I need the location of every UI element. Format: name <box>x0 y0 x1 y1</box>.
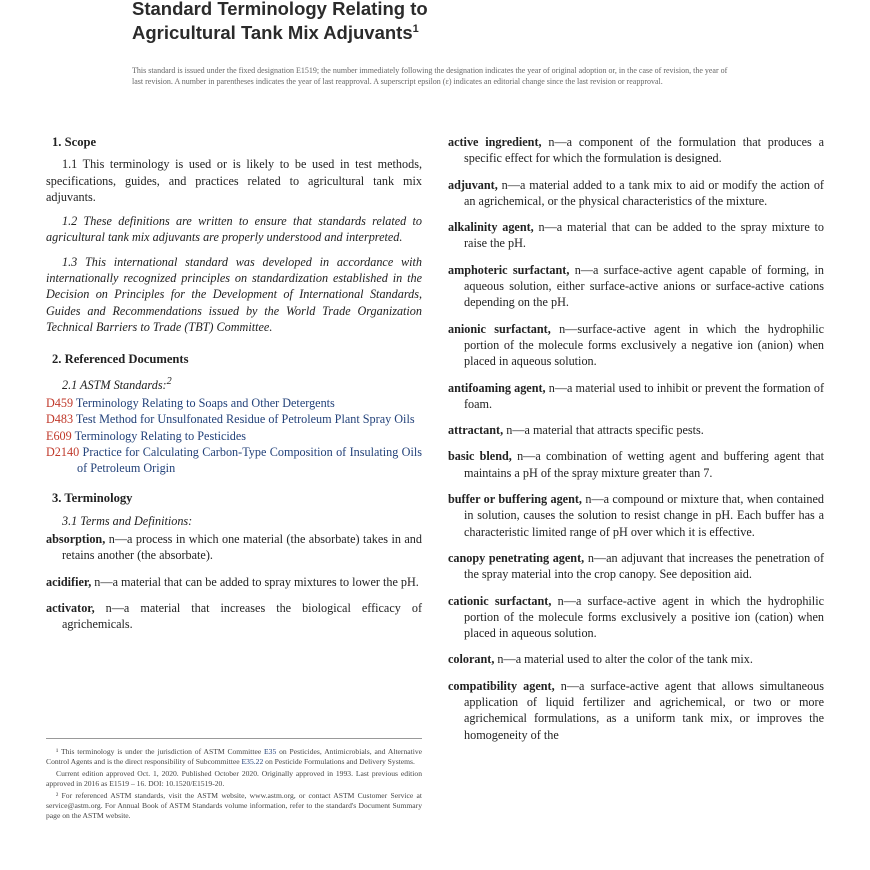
terminology-heading: 3. Terminology <box>52 491 133 506</box>
term-name: buffer or buffering agent, <box>448 492 582 507</box>
terms-definitions-intro: 3.1 Terms and Definitions: <box>62 513 193 528</box>
term-entry <box>46 600 422 633</box>
term-entry <box>448 651 824 667</box>
term-name: anionic surfactant, <box>448 321 551 336</box>
reference-title-link[interactable]: Test Method for Unsulfonated Residue of Petroleum Plant Spray Oils <box>75 412 415 427</box>
term-name: colorant, <box>448 652 495 667</box>
astm-standards-intro-text: 2.1 ASTM Standards: <box>62 377 167 392</box>
term-name: basic blend, <box>448 449 512 464</box>
title-line-1: Standard Terminology Relating to <box>132 0 428 19</box>
term-entry <box>448 550 824 583</box>
term-definition: n—a component of the formulation that produces a specific effect for which the formulation is designed. <box>464 135 825 166</box>
term-definition: n—a process in which one material (the absorbate) takes in and retains another (the absorbate). <box>62 532 422 563</box>
term-entry <box>448 321 824 370</box>
scope-paragraph-1: 1.1 This terminology is used or is likely to be used in test methods, specifications, guides, and practices related to agricultural tank mix adjuvants. <box>46 157 422 204</box>
footnote-1-text-a: ¹ This terminology is under the jurisdiction of ASTM Committee <box>56 747 265 756</box>
reference-list <box>46 395 422 476</box>
term-name: adjuvant, <box>448 177 498 192</box>
term-entry <box>46 574 422 590</box>
reference-code-link[interactable]: D2140 <box>46 444 80 459</box>
term-definition: n—surface-active agent in which the hydrophilic portion of the molecule forms exclusively a negative ion (anion) when placed in aqueous solution. <box>464 321 824 369</box>
footnote-edition: Current edition approved Oct. 1, 2020. Published October 2020. Originally approved in 1993. Last previous edition approved in 2016 as E1519 – 16. DOI: 10.1520/E1519-20. <box>46 769 422 788</box>
term-definition: n—a compound or mixture that, when contained in solution, causes the solution to resist change in pH. Each buffer has a characteristic limited range of pH over which it is effective. <box>464 492 824 539</box>
term-definition: n—a material added to a tank mix to aid or modify the action of an agrichemical, or the physical characteristics of the mixture. <box>464 177 824 208</box>
astm-standards-intro <box>46 374 422 393</box>
term-definition: n—a material that can be added to spray mixtures to lower the pH. <box>94 574 419 589</box>
footnote-1 <box>46 747 422 766</box>
title-line-2 <box>132 19 772 43</box>
referenced-documents-heading: 2. Referenced Documents <box>52 352 189 367</box>
term-entry <box>448 678 824 743</box>
term-definition: n—an adjuvant that increases the penetration of the spray material into the crop canopy. See deposition aid. <box>464 550 824 582</box>
left-column <box>46 134 422 642</box>
term-name: alkalinity agent, <box>448 220 534 235</box>
scope-heading: 1. Scope <box>52 135 97 149</box>
document-title <box>132 0 772 43</box>
term-definition: n—a material used to alter the color of the tank mix. <box>497 652 753 667</box>
term-name: activator, <box>46 600 95 615</box>
right-column <box>448 134 824 753</box>
reference-code-link[interactable]: D459 <box>46 395 74 410</box>
reference-item[interactable] <box>46 428 422 444</box>
term-definition: n—a surface-active agent capable of forming, in aqueous solution, either surface-active anions or surface-active cations depending on the pH. <box>464 262 824 310</box>
term-entry <box>448 491 824 540</box>
term-definition: n—a material that attracts specific pests. <box>506 423 704 438</box>
reference-item[interactable] <box>46 395 422 411</box>
reference-code-link[interactable]: E609 <box>46 428 72 443</box>
term-name: antifoaming agent, <box>448 380 546 395</box>
reference-title-link[interactable]: Terminology Relating to Pesticides <box>74 428 247 443</box>
reference-item[interactable] <box>46 444 422 477</box>
reference-item[interactable] <box>46 411 422 427</box>
term-name: attractant, <box>448 423 504 438</box>
designation-note: This standard is issued under the fixed designation E1519; the number immediately following the designation indicates the year of original adoption or, in the case of revision, the year of last revision. A number in parentheses indicates the year of last reapproval. A superscript epsilon (ε) indicates an editorial change since the last revision or reapproval. <box>132 66 728 86</box>
term-name: cationic surfactant, <box>448 593 552 608</box>
footnote-2: ² For referenced ASTM standards, visit the ASTM website, www.astm.org, or contact ASTM Customer Service at service@astm.org. For Annual Book of ASTM Standards volume information, refer to the standard's Document Summary page on the ASTM website. <box>46 791 422 820</box>
term-definition: n—a material that increases the biological efficacy of agrichemicals. <box>62 600 423 632</box>
term-definition: n—a surface-active agent in which the hydrophilic portion of the molecule forms exclusively a positive ion (cation) when placed in aqueous solution. <box>464 593 824 641</box>
term-entry <box>448 380 824 413</box>
term-definition: n—a combination of wetting agent and buffering agent that maintains a pH of the spray mixture greater than 7. <box>464 449 825 480</box>
term-name: absorption, <box>46 532 106 546</box>
subcommittee-link[interactable]: E35.22 <box>241 756 264 766</box>
term-definition: n—a surface-active agent that allows simultaneous application of liquid fertilizer and agrichemical, or two or more agrichemical formulations, as a uniform tank mix, or improves the homogeneity of the <box>464 678 824 742</box>
title-footnote-marker: 1 <box>412 23 419 35</box>
term-entry <box>448 422 824 438</box>
astm-footnote-marker: 2 <box>166 375 172 387</box>
term-name: amphoteric surfactant, <box>448 262 570 277</box>
reference-code-link[interactable]: D483 <box>46 412 74 427</box>
committee-link[interactable]: E35 <box>264 747 277 756</box>
title-line-2-text: Agricultural Tank Mix Adjuvants <box>132 22 413 44</box>
term-name: canopy penetrating agent, <box>448 550 585 565</box>
term-entry <box>448 262 824 311</box>
term-definition: n—a material used to inhibit or prevent the formation of foam. <box>464 380 825 411</box>
footnote-1-text-b: on Pesticides, Antimicrobials, and Alternative Control Agents and is the direct responsibility of Subcommittee <box>46 747 423 766</box>
term-name: acidifier, <box>46 574 92 589</box>
reference-title-link[interactable]: Terminology Relating to Soaps and Other Detergents <box>75 395 335 410</box>
term-entry <box>448 177 824 210</box>
scope-paragraph-2: 1.2 These definitions are written to ensure that standards related to agricultural tank mix adjuvants are properly understood and interpreted. <box>46 214 422 245</box>
term-entry <box>448 219 824 252</box>
term-entry <box>448 134 824 167</box>
term-entry <box>46 531 422 564</box>
footnotes <box>46 738 422 823</box>
term-name: active ingredient, <box>448 135 542 149</box>
term-entry <box>448 448 824 481</box>
term-name: compatibility agent, <box>448 678 555 693</box>
term-entry <box>448 593 824 642</box>
reference-title-link[interactable]: Practice for Calculating Carbon-Type Composition of Insulating Oils of Petroleum Origin <box>77 444 422 476</box>
term-definition: n—a material that can be added to the spray mixture to raise the pH. <box>464 220 825 251</box>
scope-paragraph-3: 1.3 This international standard was developed in accordance with internationally recognized principles on standardization established in the Decision on Principles for the Development of International Standards, Guides and Recommendations issued by the World Trade Organization Technical Barriers to Trade (TBT) Committee. <box>46 254 422 334</box>
footnote-1-text-c: on Pesticide Formulations and Delivery Systems. <box>263 756 415 766</box>
